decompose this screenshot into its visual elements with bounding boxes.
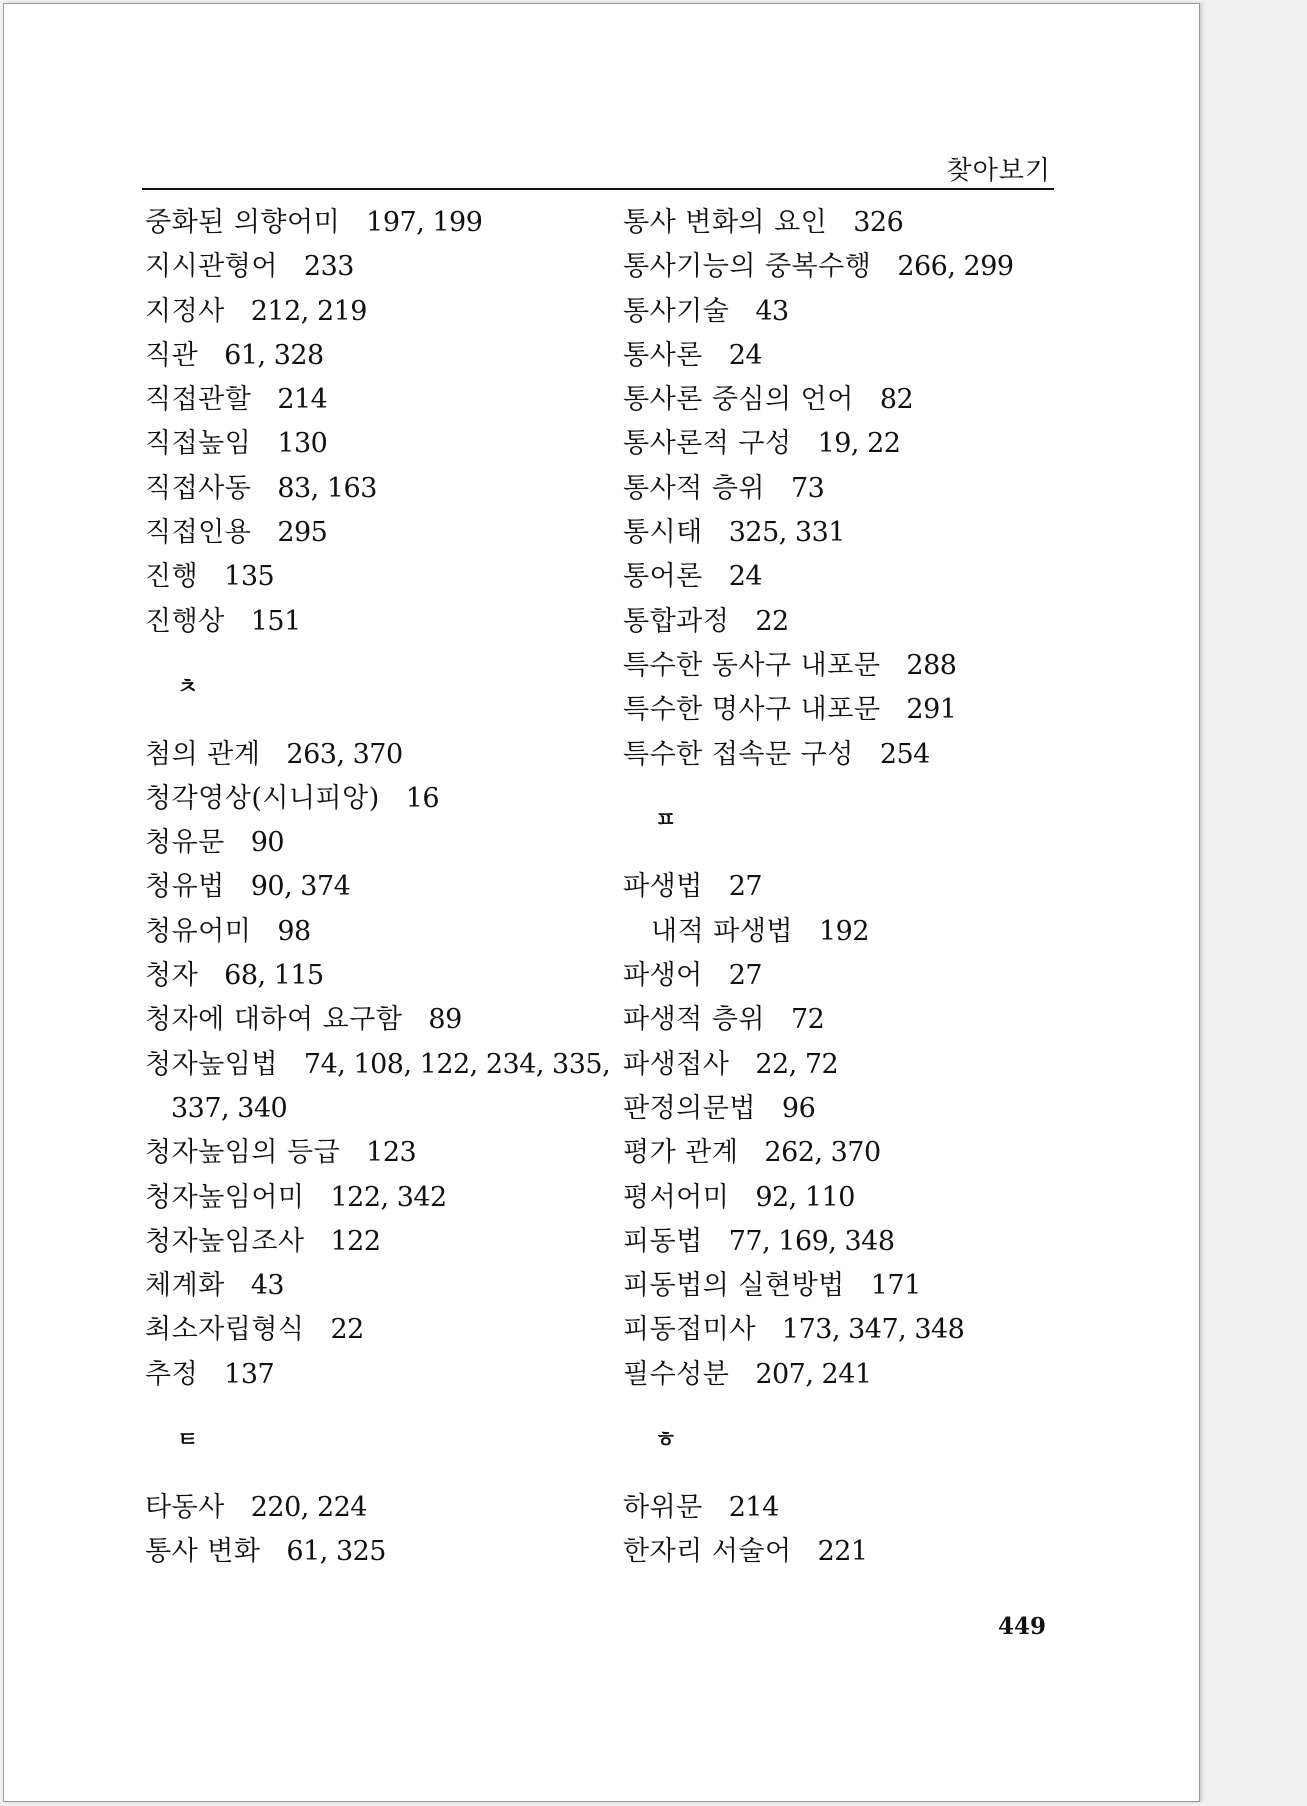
entry-term: 통시태 (623, 517, 703, 549)
entry-pages: 220, 224 (250, 1491, 367, 1523)
entry-term: 청자높임어미 (145, 1181, 305, 1213)
entry-term: 필수성분 (623, 1358, 730, 1390)
index-entry (623, 688, 1083, 732)
entry-pages: 233 (303, 251, 354, 283)
entry-pages: 122, 342 (330, 1181, 447, 1213)
book-page (3, 3, 1200, 1802)
index-entry (145, 555, 605, 599)
section-heading: ㅊ (177, 674, 199, 700)
entry-term: 진행상 (145, 605, 225, 637)
entry-pages: 19, 22 (817, 428, 901, 460)
entry-term: 평가 관계 (623, 1137, 739, 1169)
index-entry (145, 334, 605, 378)
entry-pages: 89 (428, 1004, 462, 1036)
index-entry (145, 1176, 605, 1220)
index-entry (145, 600, 605, 644)
index-entry (145, 1353, 605, 1397)
entry-term: 통사론적 구성 (623, 428, 792, 460)
entry-term: 한자리 서술어 (623, 1535, 792, 1567)
entry-pages: 214 (728, 1491, 779, 1523)
entry-term: 특수한 접속문 구성 (623, 738, 854, 770)
entry-term: 지정사 (145, 295, 225, 327)
entry-pages: 326 (853, 207, 904, 238)
entry-term: 통사기술 (623, 295, 730, 327)
entry-pages: 135 (224, 561, 275, 593)
index-entry (623, 1043, 1083, 1087)
entry-pages: 197, 199 (366, 207, 483, 238)
entry-term: 체계화 (145, 1270, 225, 1302)
index-entry (145, 1308, 605, 1352)
index-entry (623, 467, 1083, 511)
entry-term: 통합과정 (623, 605, 730, 637)
entry-term: 통사 변화의 요인 (623, 207, 828, 238)
entry-term: 지시관형어 (145, 251, 278, 283)
entry-term: 파생적 층위 (623, 1004, 765, 1036)
entry-pages: 24 (728, 339, 763, 371)
index-entry (145, 378, 605, 422)
index-entry (623, 201, 1083, 245)
index-entry (623, 378, 1083, 422)
entry-term: 통사 변화 (145, 1535, 261, 1567)
index-entry (145, 998, 605, 1042)
entry-term: 청각영상(시니피앙) (145, 782, 380, 814)
entry-term: 청자높임의 등급 (145, 1137, 341, 1169)
index-entry (145, 1264, 605, 1308)
entry-pages: 43 (755, 295, 789, 327)
entry-pages: 27 (728, 871, 763, 903)
entry-pages: 68, 115 (224, 960, 324, 992)
index-entry (623, 245, 1083, 289)
entry-pages: 22 (330, 1314, 364, 1346)
entry-pages: 73 (791, 472, 825, 504)
entry-pages: 214 (277, 384, 328, 416)
entry-term: 타동사 (145, 1491, 225, 1523)
entry-term: 피동접미사 (623, 1314, 756, 1346)
index-entry (623, 511, 1083, 555)
index-entry (623, 954, 1083, 998)
entry-pages: 27 (728, 960, 763, 992)
entry-term: 파생접사 (623, 1048, 730, 1080)
running-head: 찾아보기 (946, 156, 1051, 186)
entry-term: 중화된 의향어미 (145, 207, 341, 238)
entry-pages: 266, 299 (897, 251, 1014, 283)
index-entry (145, 511, 605, 555)
entry-term: 진행 (145, 561, 199, 593)
index-entry (623, 1087, 1083, 1131)
index-entry (145, 467, 605, 511)
index-entry (623, 1486, 1083, 1530)
entry-pages: 325, 331 (728, 517, 845, 549)
index-entry (145, 290, 605, 334)
entry-term: 통사기능의 중복수행 (623, 251, 872, 283)
entry-pages: 82 (879, 384, 914, 416)
entry-pages: 212, 219 (250, 295, 367, 327)
section-heading: ㅎ (655, 1428, 677, 1454)
index-entry (145, 422, 605, 466)
section-heading: ㅌ (177, 1428, 199, 1454)
entry-pages: 43 (250, 1270, 285, 1302)
entry-term: 청유법 (145, 871, 225, 903)
entry-pages: 22 (755, 605, 789, 637)
index-entry (145, 1530, 605, 1574)
entry-term: 청자 (145, 960, 199, 992)
entry-pages: 98 (277, 915, 311, 947)
entry-term: 청유어미 (145, 915, 252, 947)
entry-term: 통사론 (623, 339, 703, 371)
entry-pages: 337, 340 (171, 1092, 288, 1124)
index-entry (623, 600, 1083, 644)
entry-term: 특수한 명사구 내포문 (623, 694, 881, 726)
entry-term: 파생법 (623, 871, 703, 903)
entry-term: 최소자립형식 (145, 1314, 305, 1346)
entry-pages: 74, 108, 122, 234, 335, (303, 1048, 611, 1080)
entry-term: 피동법 (623, 1225, 703, 1257)
entry-term: 내적 파생법 (651, 915, 793, 947)
entry-term: 직관 (145, 339, 199, 371)
index-entry (145, 733, 605, 777)
entry-pages: 207, 241 (755, 1358, 872, 1390)
index-entry (145, 1220, 605, 1264)
header-rule (142, 188, 1054, 190)
index-column-left (145, 201, 611, 1574)
entry-term: 하위문 (623, 1491, 703, 1523)
entry-pages: 221 (817, 1535, 868, 1567)
entry-pages: 90 (250, 827, 285, 859)
index-entry (623, 1131, 1083, 1175)
index-entry (145, 245, 605, 289)
entry-pages: 288 (906, 649, 957, 681)
entry-pages: 61, 328 (224, 339, 324, 371)
entry-term: 청자에 대하여 요구함 (145, 1004, 403, 1036)
index-entry (145, 1131, 605, 1175)
entry-pages: 83, 163 (277, 472, 377, 504)
entry-pages: 22, 72 (755, 1048, 839, 1080)
entry-pages: 96 (781, 1092, 816, 1124)
entry-pages: 92, 110 (755, 1181, 855, 1213)
index-entry (145, 821, 605, 865)
index-column-right (623, 201, 1083, 1574)
entry-pages: 291 (906, 694, 957, 726)
entry-term: 통사적 층위 (623, 472, 765, 504)
entry-pages: 151 (250, 605, 301, 637)
entry-term: 추정 (145, 1358, 199, 1390)
entry-term: 특수한 동사구 내포문 (623, 649, 881, 681)
index-entry (623, 1308, 1083, 1352)
index-entry (623, 1176, 1083, 1220)
entry-pages: 16 (405, 782, 440, 814)
entry-term: 평서어미 (623, 1181, 730, 1213)
entry-pages: 262, 370 (764, 1137, 881, 1169)
entry-pages: 173, 347, 348 (781, 1314, 965, 1346)
index-entry (145, 910, 605, 954)
entry-term: 청자높임법 (145, 1048, 278, 1080)
entry-pages: 24 (728, 561, 763, 593)
index-entry (623, 334, 1083, 378)
index-entry (145, 954, 605, 998)
entry-pages: 171 (870, 1270, 921, 1302)
entry-pages: 61, 325 (286, 1535, 386, 1567)
page-number: 449 (998, 1613, 1047, 1640)
entry-term: 통사론 중심의 언어 (623, 384, 854, 416)
index-entry (623, 998, 1083, 1042)
index-entry (623, 422, 1083, 466)
index-entry (623, 1530, 1083, 1574)
entry-pages: 130 (277, 428, 328, 460)
index-entry (623, 290, 1083, 334)
index-entry (623, 1264, 1083, 1308)
section-heading: ㅍ (655, 807, 677, 833)
entry-term: 청유문 (145, 827, 225, 859)
entry-pages: 137 (224, 1358, 275, 1390)
index-entry (145, 1043, 611, 1087)
entry-term: 통어론 (623, 561, 703, 593)
entry-term: 피동법의 실현방법 (623, 1270, 845, 1302)
entry-term: 청자높임조사 (145, 1225, 305, 1257)
entry-pages: 72 (791, 1004, 825, 1036)
entry-term: 파생어 (623, 960, 703, 992)
index-entry (145, 201, 605, 245)
entry-pages: 254 (879, 738, 930, 770)
viewer-background (1203, 0, 1307, 1806)
index-entry (145, 1486, 605, 1530)
entry-term: 직접사동 (145, 472, 252, 504)
entry-pages: 263, 370 (286, 738, 403, 770)
entry-term: 판정의문법 (623, 1092, 756, 1124)
index-subentry (623, 910, 1083, 954)
entry-term: 직접관할 (145, 384, 252, 416)
entry-pages: 122 (330, 1225, 381, 1257)
index-entry (145, 865, 605, 909)
entry-pages: 295 (277, 517, 328, 549)
entry-pages: 77, 169, 348 (728, 1225, 895, 1257)
index-entry (623, 555, 1083, 599)
index-entry (623, 644, 1083, 688)
index-entry (623, 865, 1083, 909)
entry-term: 첨의 관계 (145, 738, 261, 770)
index-entry-continuation (145, 1087, 605, 1131)
entry-term: 직접인용 (145, 517, 252, 549)
entry-pages: 192 (819, 915, 870, 947)
index-entry (623, 1220, 1083, 1264)
entry-pages: 123 (366, 1137, 417, 1169)
entry-pages: 90, 374 (250, 871, 351, 903)
index-entry (623, 1353, 1083, 1397)
entry-term: 직접높임 (145, 428, 252, 460)
index-entry (145, 777, 605, 821)
index-entry (623, 733, 1083, 777)
